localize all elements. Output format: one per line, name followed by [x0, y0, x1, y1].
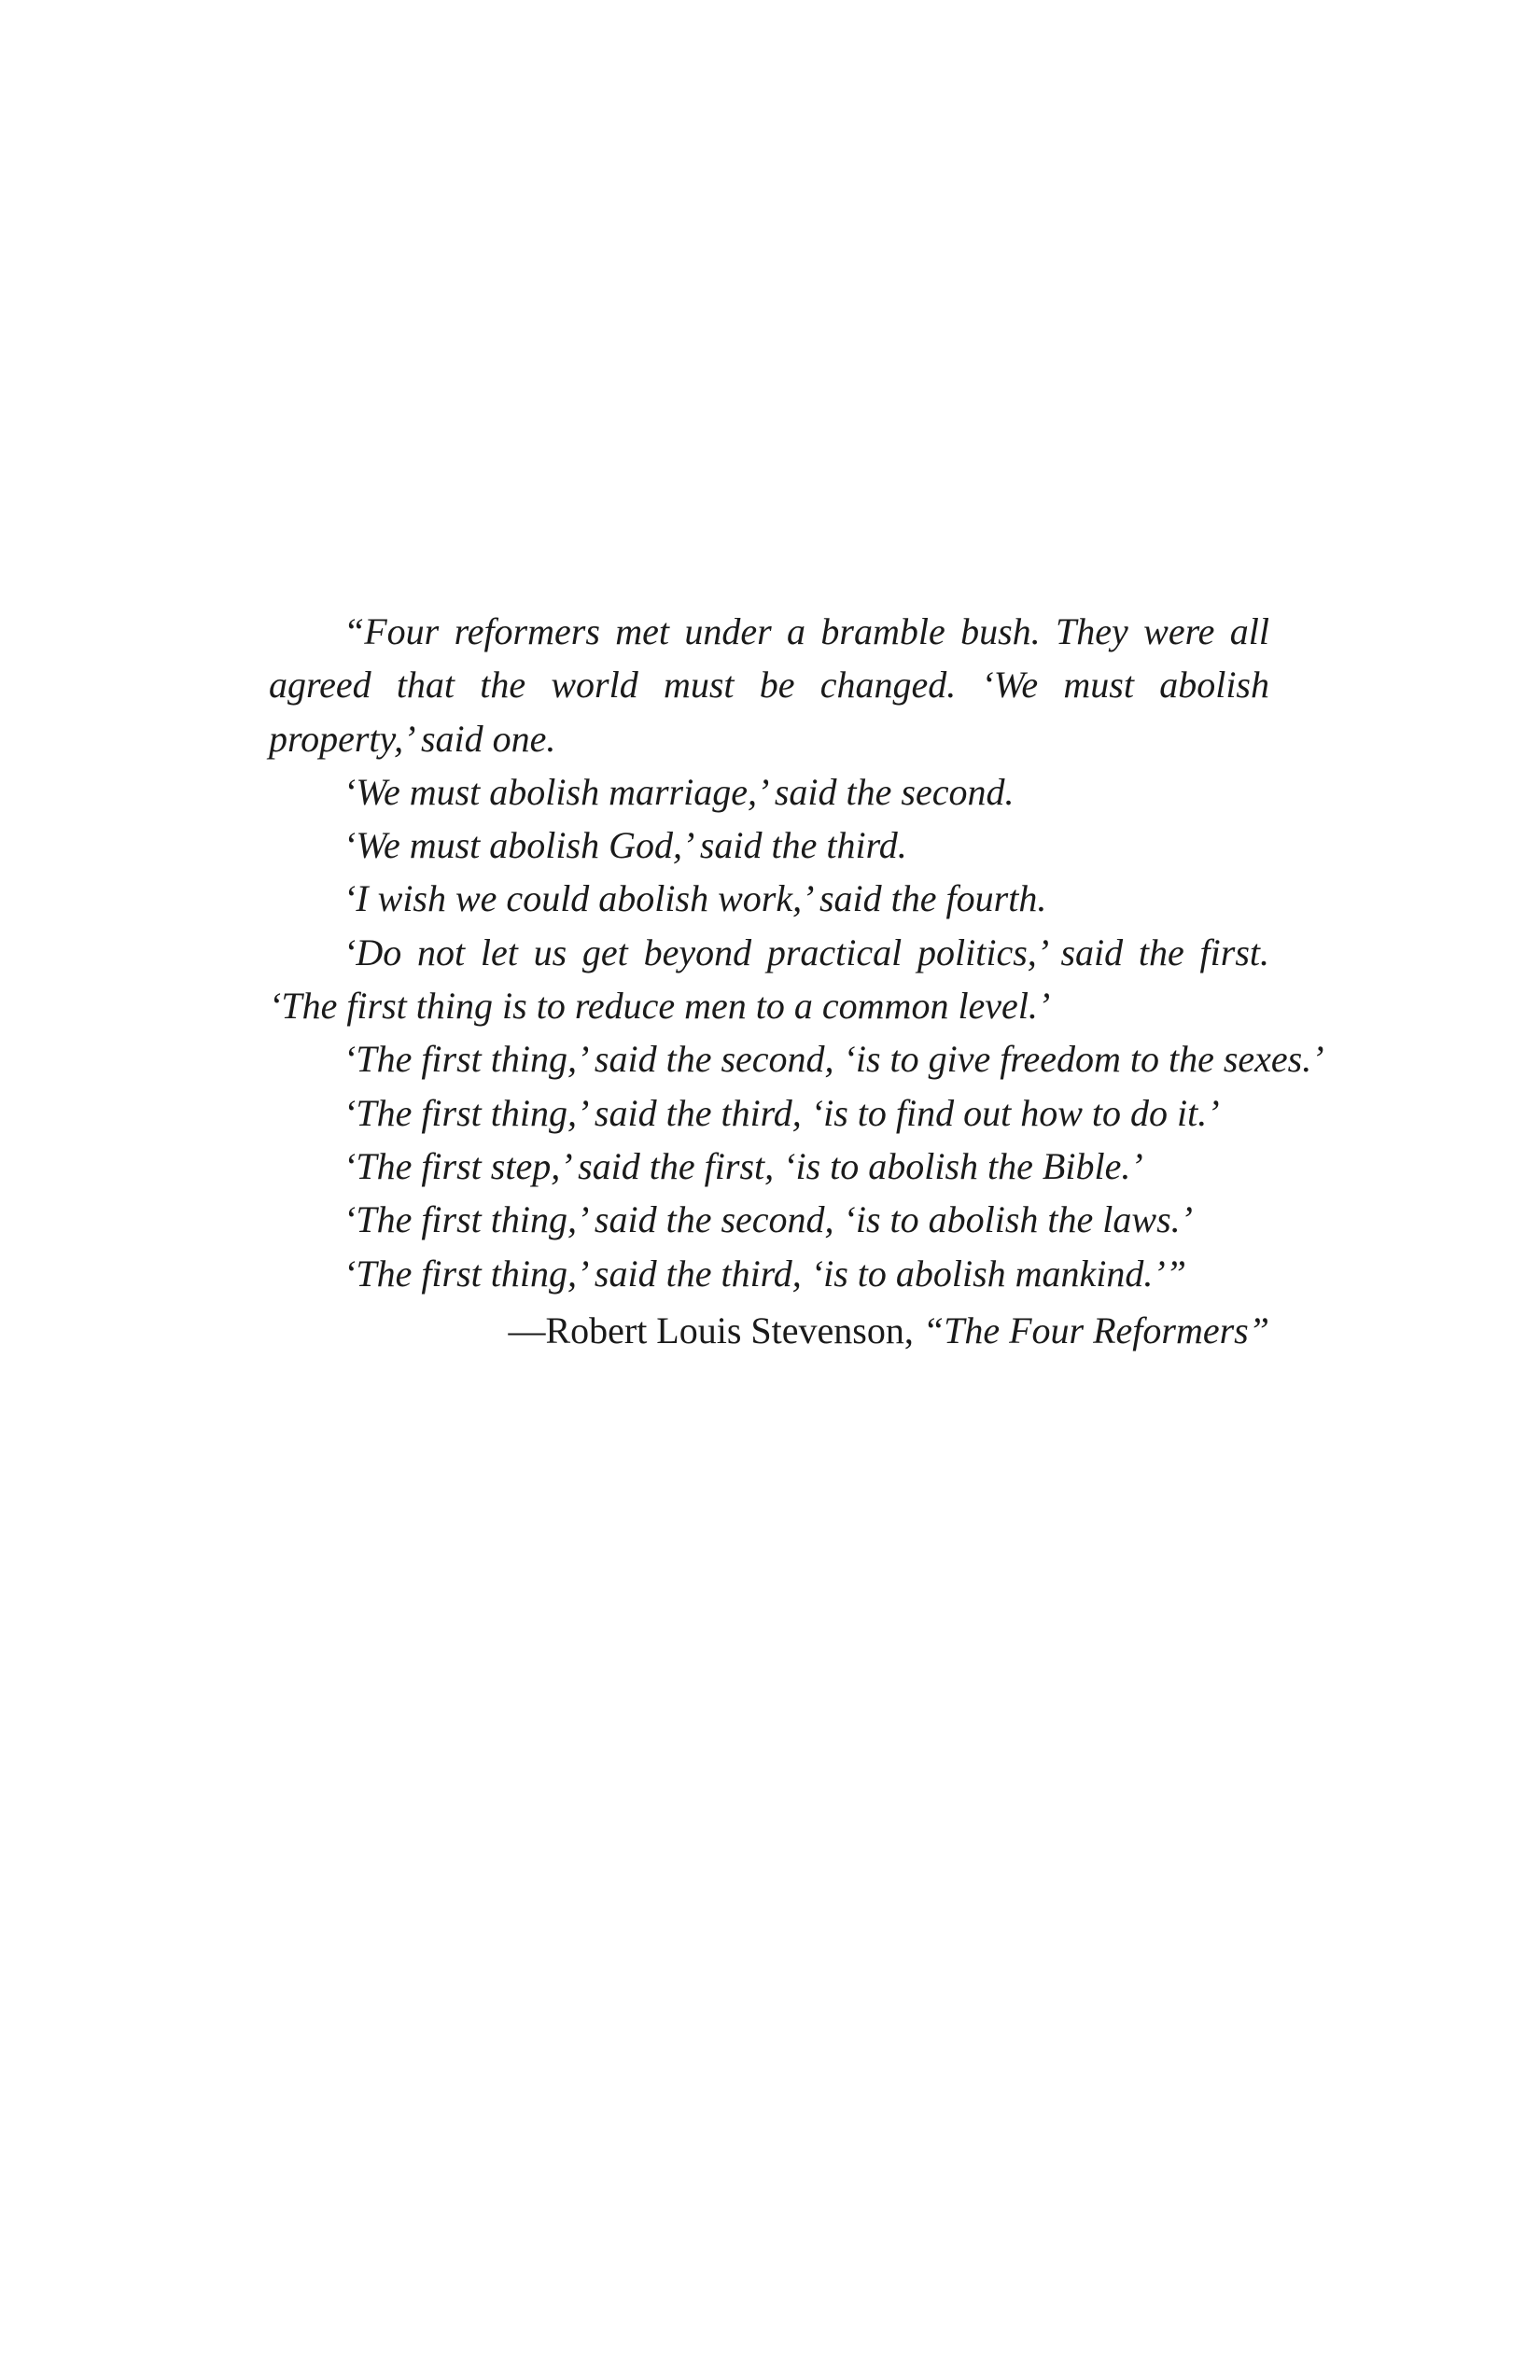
quote-paragraph: ‘The first step,’ said the first, ‘is to abolish the Bible.’ [343, 1144, 1143, 1187]
quote-paragraph: ‘The first thing,’ said the second, ‘is to give freedom to the sexes.’ [343, 1038, 1324, 1081]
quote-paragraph: ‘I wish we could abolish work,’ said the fourth. [343, 877, 1047, 920]
attribution-work-title: “The Four Reformers” [922, 1309, 1269, 1351]
quote-paragraph: ‘We must abolish marriage,’ said the second. [343, 770, 1015, 813]
quote-paragraph: ‘We must abolish God,’ said the third. [343, 824, 907, 867]
quote-paragraph: ‘The first thing,’ said the third, ‘is to find out how to do it.’ [343, 1091, 1220, 1134]
quote-paragraph: “Four reformers met under a bramble bush. They were all agreed that the world must be changed. ‘We must abolish property,’ said one. [269, 610, 1269, 760]
quote-paragraph: ‘Do not let us get beyond practical politics,’ said the first. ‘The first thing is to reduce men to a common level.’ [269, 931, 1269, 1028]
epigraph-quote [269, 605, 1324, 1300]
epigraph-attribution [508, 1304, 1269, 1357]
attribution-author: —Robert Louis Stevenson, [508, 1309, 914, 1351]
quote-paragraph: ‘The first thing,’ said the third, ‘is to abolish mankind.’” [343, 1252, 1186, 1295]
quote-paragraph: ‘The first thing,’ said the second, ‘is to abolish the laws.’ [343, 1198, 1193, 1241]
